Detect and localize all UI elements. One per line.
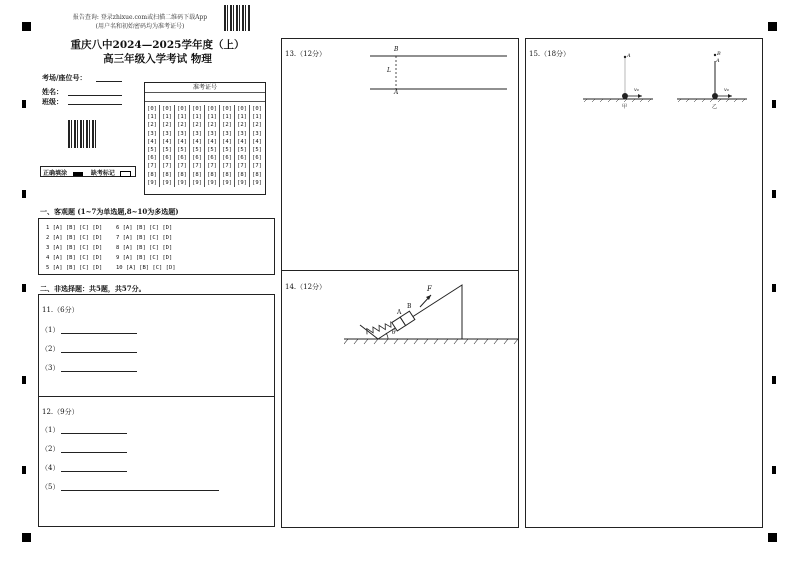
q11-item-2: （2） — [41, 345, 60, 353]
exam-id-bubble[interactable]: [2] — [235, 121, 250, 129]
exam-id-bubble[interactable]: [1] — [190, 113, 205, 121]
corner-mark-top-left — [22, 22, 31, 31]
q14-title: 14.（12分） — [285, 283, 327, 291]
exam-id-bubble[interactable]: [7] — [235, 162, 250, 170]
exam-id-bubble[interactable]: [8] — [220, 171, 235, 179]
exam-id-bubble[interactable]: [8] — [190, 171, 205, 179]
exam-id-bubble[interactable]: [1] — [160, 113, 175, 121]
exam-id-row — [145, 113, 264, 121]
exam-id-bubble[interactable]: [2] — [190, 121, 205, 129]
q11-item-3: （3） — [41, 364, 60, 372]
exam-id-bubble[interactable]: [5] — [205, 146, 220, 154]
timing-mark — [22, 376, 26, 384]
exam-id-bubble[interactable]: [8] — [205, 171, 220, 179]
correct-fill-swatch — [73, 172, 83, 176]
class-input-line[interactable] — [68, 104, 122, 105]
timing-mark — [772, 190, 776, 198]
exam-id-bubble[interactable]: [4] — [205, 138, 220, 146]
exam-id-row — [145, 179, 264, 187]
q15-fig2-caption: 乙 — [712, 104, 718, 110]
objective-question-row[interactable]: 10 [A] [B] [C] [D] — [116, 265, 176, 271]
exam-id-bubble[interactable]: [0] — [235, 105, 250, 113]
exam-id-bubble[interactable]: [6] — [235, 154, 250, 162]
exam-id-bubble[interactable]: [0] — [190, 105, 205, 113]
section2-title: 二、非选择题：共5题，共57分。 — [40, 284, 146, 293]
exam-id-bubble[interactable]: [3] — [250, 130, 265, 138]
q14-label-F: F — [427, 285, 432, 293]
objective-question-row[interactable]: 1 [A] [B] [C] [D] — [46, 225, 103, 231]
exam-id-bubble[interactable]: [4] — [235, 138, 250, 146]
objective-col-left — [46, 223, 102, 273]
corner-mark-bottom-left — [22, 533, 31, 542]
exam-id-bubble[interactable]: [6] — [220, 154, 235, 162]
exam-id-bubble[interactable]: [7] — [190, 162, 205, 170]
q13-label-B: B — [394, 46, 399, 53]
timing-mark — [772, 284, 776, 292]
exam-id-bubble[interactable]: [3] — [147, 130, 157, 137]
exam-id-bubble[interactable]: [9] — [175, 179, 190, 187]
timing-mark — [772, 100, 776, 108]
q15-fig1-caption: 甲 — [622, 104, 628, 110]
exam-id-bubble[interactable]: [8] — [250, 171, 265, 179]
app-qr-code — [224, 5, 250, 31]
exam-id-bubble[interactable]: [2] — [205, 121, 220, 129]
exam-id-bubble[interactable]: [2] — [220, 121, 235, 129]
exam-id-row — [145, 105, 264, 113]
exam-id-bubble[interactable]: [1] — [147, 114, 157, 121]
exam-id-bubble[interactable]: [0] — [160, 105, 175, 113]
exam-id-bubble[interactable]: [3] — [160, 130, 175, 138]
exam-id-bubble[interactable]: [6] — [175, 154, 190, 162]
q11-answer-line-1[interactable] — [61, 333, 137, 334]
exam-id-bubble[interactable]: [0] — [147, 106, 157, 112]
exam-id-row — [145, 146, 264, 154]
exam-id-bubble[interactable]: [0] — [205, 105, 220, 113]
timing-mark — [22, 190, 26, 198]
exam-id-bubble[interactable]: [4] — [175, 138, 190, 146]
exam-id-bubble[interactable]: [4] — [190, 138, 205, 146]
exam-id-row — [145, 171, 264, 179]
objective-answer-box — [38, 218, 275, 275]
objective-question-row[interactable]: 4 [A] [B] [C] [D] — [46, 255, 103, 261]
exam-id-bubble[interactable]: [2] — [147, 122, 157, 129]
exam-id-bubble[interactable]: [7] — [205, 162, 220, 170]
exam-id-bubble[interactable]: [1] — [220, 113, 235, 121]
objective-question-row[interactable]: 6 [A] [B] [C] [D] — [116, 225, 173, 231]
objective-question-row[interactable]: 3 [A] [B] [C] [D] — [46, 245, 103, 251]
q12-item-1: （1） — [41, 426, 60, 434]
exam-id-bubble[interactable]: [3] — [205, 130, 220, 138]
q15-fig1-top-label: A — [627, 53, 631, 59]
q15-fig2-v-label: v₀ — [724, 87, 729, 93]
exam-id-bubble[interactable]: [6] — [250, 154, 265, 162]
exam-id-bubble[interactable]: [3] — [175, 130, 190, 138]
report-query-line1: 报告查询: 登录zhixue.com或扫描二维码下载App — [72, 14, 208, 21]
exam-id-heading: 准考证号 — [145, 83, 265, 93]
exam-id-bubble[interactable]: [0] — [175, 105, 190, 113]
exam-id-bubble[interactable]: [8] — [175, 171, 190, 179]
exam-id-bubble[interactable]: [3] — [190, 130, 205, 138]
exam-id-bubble[interactable]: [5] — [147, 147, 157, 154]
exam-id-bubble[interactable]: [9] — [147, 179, 157, 186]
exam-id-bubble[interactable]: [2] — [175, 121, 190, 129]
report-query-line2: (用户名和初始密码均为准考证号) — [95, 23, 185, 30]
exam-id-bubble[interactable]: [3] — [235, 130, 250, 138]
exam-id-bubble[interactable]: [6] — [160, 154, 175, 162]
exam-id-row — [145, 162, 264, 170]
timing-mark — [22, 100, 26, 108]
corner-mark-top-right — [768, 22, 777, 31]
q11-title: 11.（6分） — [42, 306, 79, 314]
missing-mark-label: 缺考标记 — [90, 170, 115, 177]
exam-id-bubble[interactable]: [0] — [220, 105, 235, 113]
objective-col-right — [116, 223, 176, 273]
page-title — [40, 38, 275, 66]
q13-figure — [362, 45, 512, 105]
q14-incline-figure — [344, 281, 520, 361]
exam-id-bubble[interactable]: [4] — [220, 138, 235, 146]
q13-label-L: L — [387, 67, 391, 74]
exam-id-box — [144, 82, 266, 195]
class-label: 班级： — [42, 97, 63, 106]
exam-id-bubble[interactable]: [8] — [235, 171, 250, 179]
seat-label: 考场/座位号： — [42, 73, 87, 82]
q12-item-4: （4） — [41, 464, 60, 472]
q11-item-1: （1） — [41, 326, 60, 334]
q13-title: 13.（12分） — [285, 50, 327, 58]
q15-fig1-v-label: v₀ — [634, 87, 639, 93]
exam-id-grid[interactable] — [145, 105, 264, 187]
objective-question-row[interactable]: 5 [A] [B] [C] [D] — [46, 265, 103, 271]
exam-id-bubble[interactable]: [5] — [160, 146, 175, 154]
q15-box[interactable] — [525, 38, 763, 528]
exam-id-row — [145, 138, 264, 146]
exam-id-bubble[interactable]: [1] — [250, 113, 265, 121]
exam-id-bubble[interactable]: [7] — [220, 162, 235, 170]
exam-id-bubble[interactable]: [6] — [147, 155, 157, 162]
exam-id-bubble[interactable]: [7] — [160, 162, 175, 170]
exam-id-bubble[interactable]: [1] — [175, 113, 190, 121]
objective-question-row[interactable]: 9 [A] [B] [C] [D] — [116, 255, 173, 261]
q11-answer-line-2[interactable] — [61, 352, 137, 353]
q12-answer-line-1[interactable] — [61, 433, 127, 434]
exam-id-bubble[interactable]: [1] — [235, 113, 250, 121]
timing-mark — [772, 376, 776, 384]
exam-id-bubble[interactable]: [9] — [235, 179, 250, 187]
objective-question-row[interactable]: 8 [A] [B] [C] [D] — [116, 245, 173, 251]
exam-id-bubble[interactable]: [9] — [250, 179, 265, 187]
correct-fill-label: 正确填涂 — [43, 170, 68, 177]
q15-figures — [581, 45, 761, 115]
exam-id-bubble[interactable]: [5] — [220, 146, 235, 154]
q14-label-theta: θ — [392, 329, 396, 336]
exam-id-bubble[interactable]: [5] — [175, 146, 190, 154]
q13-label-A: A — [394, 89, 399, 96]
q12-box — [38, 396, 275, 527]
exam-id-bubble[interactable]: [7] — [250, 162, 265, 170]
q13-box[interactable] — [281, 38, 519, 271]
q14-label-A: A — [397, 309, 402, 316]
exam-id-bubble[interactable]: [9] — [190, 179, 205, 187]
exam-id-bubble[interactable]: [9] — [220, 179, 235, 187]
timing-mark — [22, 466, 26, 474]
exam-id-bubble[interactable]: [8] — [160, 171, 175, 179]
missing-mark-box[interactable] — [120, 171, 131, 177]
exam-id-bubble[interactable]: [4] — [250, 138, 265, 146]
exam-id-row — [145, 154, 264, 162]
exam-id-bubble[interactable]: [2] — [160, 121, 175, 129]
exam-id-bubble[interactable]: [6] — [190, 154, 205, 162]
timing-mark — [22, 284, 26, 292]
corner-mark-bottom-right — [768, 533, 777, 542]
exam-id-bubble[interactable]: [7] — [175, 162, 190, 170]
student-qr-code — [68, 120, 96, 148]
exam-id-bubble[interactable]: [9] — [205, 179, 220, 187]
name-input-line[interactable] — [68, 95, 122, 96]
objective-question-row[interactable]: 2 [A] [B] [C] [D] — [46, 235, 103, 241]
q12-answer-line-4[interactable] — [61, 471, 127, 472]
name-label: 姓名： — [42, 87, 63, 96]
exam-id-bubble[interactable]: [4] — [160, 138, 175, 146]
objective-question-row[interactable]: 7 [A] [B] [C] [D] — [116, 235, 173, 241]
exam-id-bubble[interactable]: [5] — [235, 146, 250, 154]
exam-id-row — [145, 121, 264, 129]
q12-item-2: （2） — [41, 445, 60, 453]
exam-id-bubble[interactable]: [9] — [160, 179, 175, 187]
exam-id-bubble[interactable]: [5] — [250, 146, 265, 154]
timing-mark — [772, 466, 776, 474]
title-line1: 重庆八中2024—2025学年度（上） — [70, 39, 245, 51]
exam-id-bubble[interactable]: [3] — [220, 130, 235, 138]
seat-input-line[interactable] — [96, 81, 122, 82]
exam-id-bubble[interactable]: [4] — [147, 138, 157, 145]
q15-fig2-top-label: B — [717, 51, 721, 57]
exam-id-bubble[interactable]: [8] — [147, 171, 157, 178]
exam-id-bubble[interactable]: [6] — [205, 154, 220, 162]
q14-label-B: B — [407, 303, 412, 310]
title-line2: 高三年级入学考试 物理 — [103, 53, 212, 65]
exam-id-bubble[interactable]: [0] — [250, 105, 265, 113]
section1-title: 一、客观题 (1~7为单选题,8~10为多选题) — [40, 207, 179, 216]
report-query-note — [60, 12, 220, 30]
fill-legend — [40, 166, 136, 177]
q12-title: 12.（9分） — [42, 408, 79, 416]
exam-id-bubble[interactable]: [7] — [147, 163, 157, 170]
exam-id-bubble[interactable]: [5] — [190, 146, 205, 154]
exam-id-bubble[interactable]: [1] — [205, 113, 220, 121]
q12-answer-line-5[interactable] — [61, 490, 219, 491]
exam-id-bubble[interactable]: [2] — [250, 121, 265, 129]
exam-id-row — [145, 130, 264, 138]
q12-answer-line-2[interactable] — [61, 452, 127, 453]
q11-answer-line-3[interactable] — [61, 371, 137, 372]
q15-fig2-mid-label: A — [716, 58, 720, 64]
q12-item-5: （5） — [41, 483, 60, 491]
q11-box — [38, 294, 275, 397]
q14-box[interactable] — [281, 270, 519, 528]
q15-title: 15.（18分） — [529, 50, 571, 58]
